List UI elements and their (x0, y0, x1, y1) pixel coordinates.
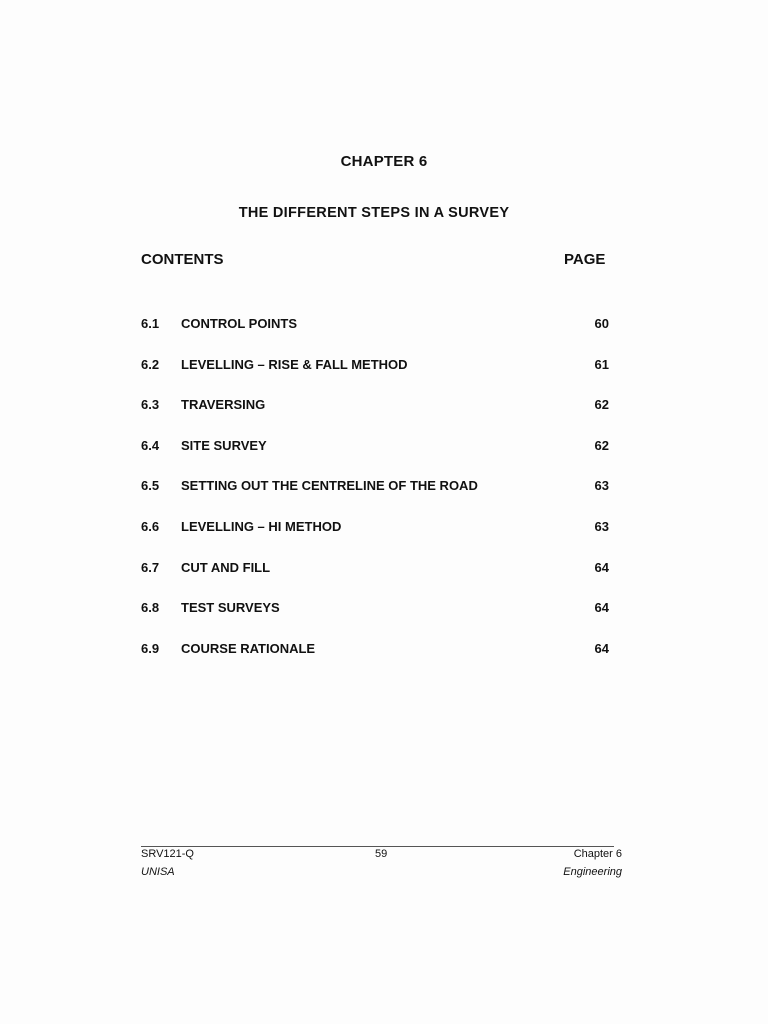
toc-entry (141, 397, 611, 438)
footer-page-number: 59 (375, 848, 388, 860)
toc-entry-number: 6.8 (141, 600, 160, 616)
toc-entry (141, 519, 611, 560)
footer-course-code: SRV121-Q (141, 848, 194, 860)
chapter-subtitle: THE DIFFERENT STEPS IN A SURVEY (238, 205, 510, 221)
contents-heading: CONTENTS (141, 251, 224, 268)
footer-faculty: Engineering (563, 866, 622, 878)
toc-entry-page: 62 (594, 437, 609, 453)
toc-entry-title: TEST SURVEYS (181, 600, 280, 616)
toc-entry (141, 600, 611, 641)
toc-entry (141, 560, 611, 601)
toc-entry-page: 62 (594, 397, 609, 413)
toc-entry-page: 64 (594, 559, 609, 575)
toc-entry-title: SETTING OUT THE CENTRELINE OF THE ROAD (181, 478, 478, 494)
toc-entry (141, 438, 611, 479)
footer-institution: UNISA (141, 866, 175, 878)
toc-entry-title: COURSE RATIONALE (181, 640, 316, 656)
page-footer (141, 847, 622, 887)
toc-entry-page: 64 (594, 640, 609, 656)
toc-entry-title: CUT AND FILL (181, 559, 271, 575)
toc-entry (141, 478, 611, 519)
toc-entry-page: 61 (594, 356, 609, 372)
chapter-title: CHAPTER 6 (340, 153, 428, 170)
toc-entry (141, 641, 611, 682)
footer-chapter-label: Chapter 6 (573, 848, 622, 860)
toc-entry (141, 316, 611, 357)
toc-entry (141, 357, 611, 398)
toc-entry-page: 63 (594, 478, 609, 494)
toc-entry-number: 6.5 (141, 478, 160, 494)
table-of-contents (141, 316, 611, 681)
toc-entry-number: 6.2 (141, 356, 160, 372)
toc-entry-number: 6.6 (141, 518, 160, 534)
toc-entry-title: LEVELLING – RISE & FALL METHOD (181, 356, 408, 372)
toc-entry-number: 6.3 (141, 397, 160, 413)
toc-entry-title: CONTROL POINTS (181, 316, 298, 331)
toc-entry-title: SITE SURVEY (181, 437, 267, 453)
toc-entry-number: 6.9 (141, 640, 160, 656)
toc-entry-page: 60 (594, 316, 609, 331)
toc-entry-number: 6.7 (141, 559, 160, 575)
toc-entry-number: 6.4 (141, 437, 160, 453)
page-column-heading: PAGE (564, 251, 606, 268)
toc-entry-page: 64 (594, 600, 609, 616)
toc-entry-page: 63 (594, 518, 609, 534)
toc-entry-title: TRAVERSING (181, 397, 266, 413)
toc-entry-number: 6.1 (141, 316, 160, 331)
toc-entry-title: LEVELLING – HI METHOD (181, 518, 342, 534)
